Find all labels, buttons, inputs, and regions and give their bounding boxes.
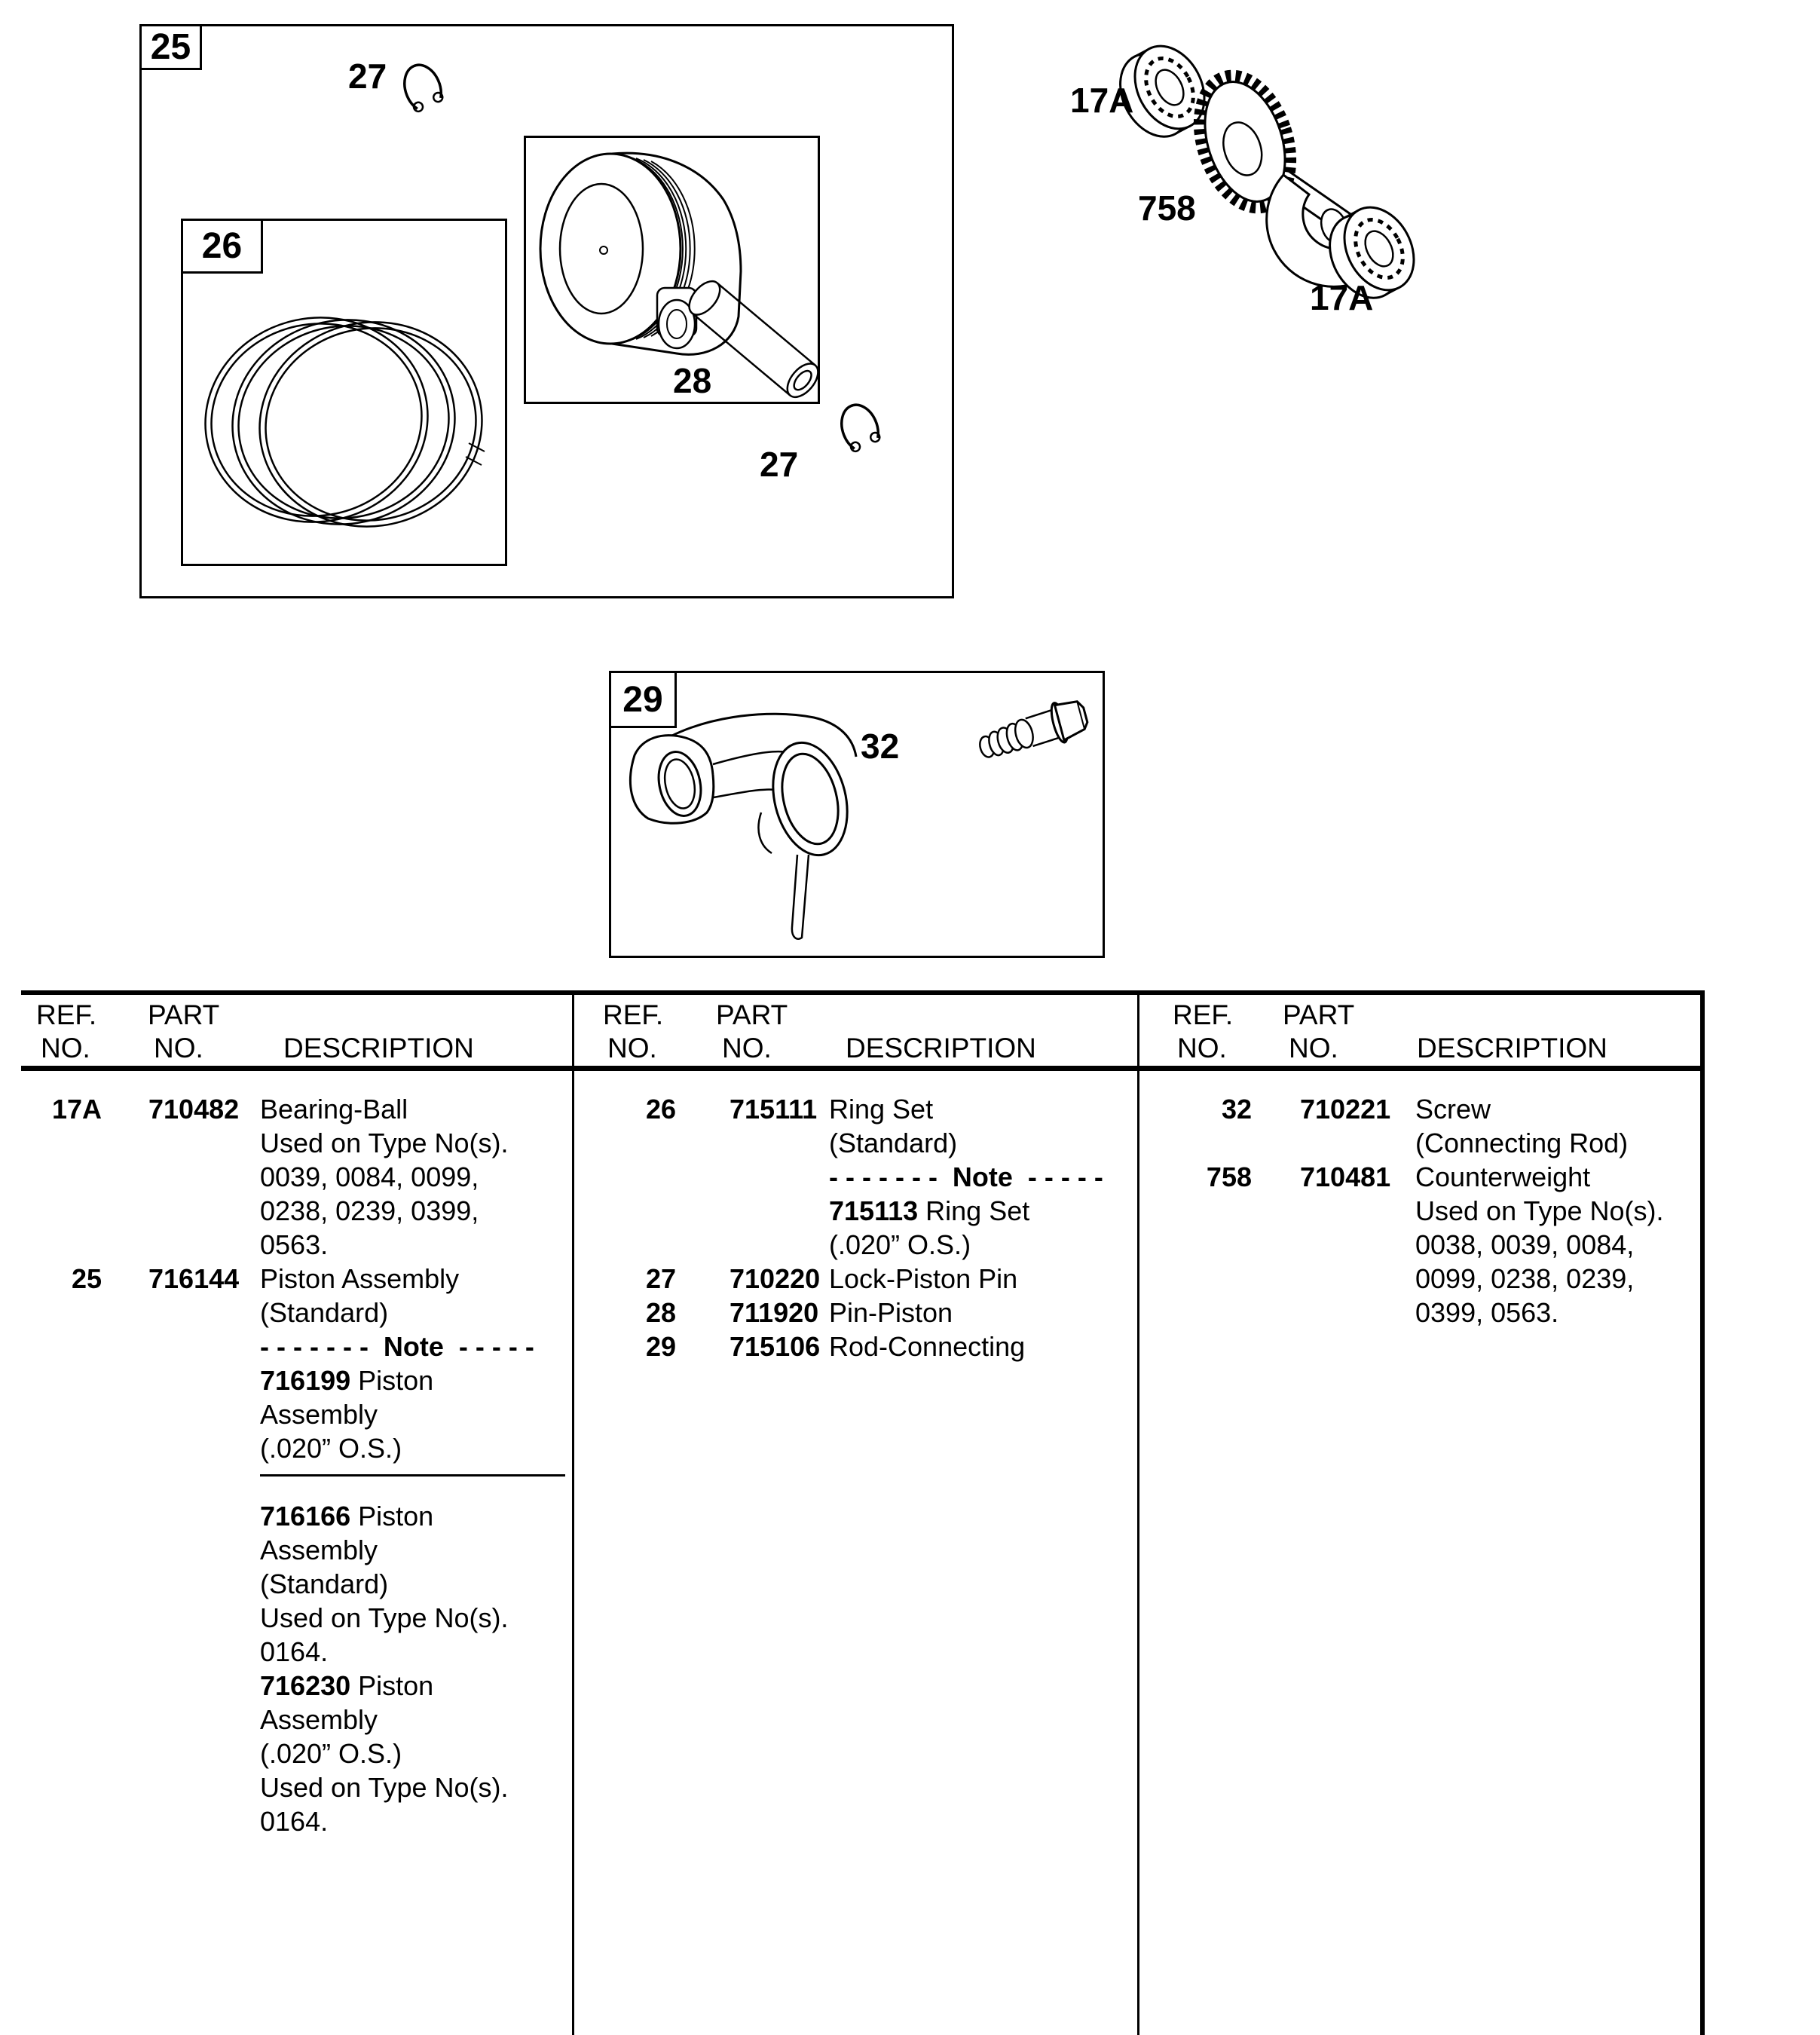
table-row	[1138, 1092, 1697, 1126]
part-no-cell: 711920	[730, 1297, 819, 1328]
table-row	[1138, 1262, 1697, 1296]
table-row	[1138, 1296, 1697, 1330]
table-row	[23, 1635, 570, 1669]
figure-label-29	[609, 671, 677, 728]
part-no-cell: 715106	[730, 1331, 821, 1362]
table-row	[573, 1330, 1135, 1363]
ref-no-cell: 26	[645, 1094, 676, 1125]
description-cell: - - - - - - - Note - - - - -	[829, 1161, 1103, 1192]
figure-label-26-text: 26	[201, 226, 243, 266]
ref-no-cell: 32	[1221, 1094, 1252, 1125]
table-row	[23, 1770, 570, 1804]
description-cell: Rod-Connecting	[829, 1331, 1026, 1362]
callout-17a-bottom: 17A	[1310, 278, 1374, 317]
col1-header-no: NO.	[41, 1033, 90, 1063]
part-no-cell: 710481	[1300, 1161, 1391, 1192]
table-row	[23, 1194, 570, 1228]
description-cell: Ring Set	[829, 1094, 934, 1125]
description-cell: 0563.	[260, 1229, 329, 1260]
table-row	[23, 1363, 570, 1397]
table-row	[23, 1465, 570, 1499]
col3-header-no: NO.	[1177, 1033, 1227, 1063]
table-top-rule	[21, 990, 1705, 995]
table-row	[573, 1092, 1135, 1126]
table-row	[573, 1126, 1135, 1160]
table-row	[573, 1228, 1135, 1262]
table-row	[23, 1330, 570, 1363]
col1-header-description: DESCRIPTION	[283, 1033, 474, 1063]
description-cell: Pin-Piston	[829, 1297, 953, 1328]
description-cell: Assembly	[260, 1535, 378, 1565]
table-row	[23, 1737, 570, 1770]
description-cell: Bearing-Ball	[260, 1094, 408, 1125]
part-no-cell: 716144	[148, 1263, 240, 1294]
ref-no-cell: 29	[645, 1331, 676, 1362]
table-row	[23, 1228, 570, 1262]
description-cell: 716230 Piston	[260, 1670, 434, 1701]
description-cell: 0039, 0084, 0099,	[260, 1161, 479, 1192]
description-cell: Used on Type No(s).	[260, 1772, 509, 1803]
description-cell: Used on Type No(s).	[260, 1128, 509, 1158]
description-cell: (.020” O.S.)	[260, 1738, 402, 1769]
col3-header-no2: NO.	[1289, 1033, 1338, 1063]
figure-label-29-text: 29	[622, 679, 663, 720]
description-cell: 715113 Ring Set	[829, 1195, 1030, 1226]
callout-32: 32	[861, 727, 900, 766]
description-cell: (.020” O.S.)	[260, 1433, 402, 1464]
description-cell: Used on Type No(s).	[1415, 1195, 1664, 1226]
description-cell: 0164.	[260, 1806, 329, 1837]
table-row	[23, 1092, 570, 1126]
figure-label-25-text: 25	[150, 27, 191, 67]
ref-no-cell: 758	[1206, 1161, 1252, 1192]
col1-header-no2: NO.	[154, 1033, 203, 1063]
description-cell: 0399, 0563.	[1415, 1297, 1559, 1328]
description-cell: Counterweight	[1415, 1161, 1591, 1192]
table-row	[23, 1160, 570, 1194]
description-cell: Used on Type No(s).	[260, 1602, 509, 1633]
description-cell: 716199 Piston	[260, 1365, 434, 1396]
description-cell: 0038, 0039, 0084,	[1415, 1229, 1635, 1260]
ref-no-cell: 27	[645, 1263, 676, 1294]
description-cell: Screw	[1415, 1094, 1491, 1125]
col3-header-description: DESCRIPTION	[1417, 1033, 1607, 1063]
description-cell: 0238, 0239, 0399,	[260, 1195, 479, 1226]
ref-no-cell: 28	[645, 1297, 676, 1328]
description-cell: Assembly	[260, 1399, 378, 1430]
table-row	[573, 1262, 1135, 1296]
col2-header-no2: NO.	[722, 1033, 772, 1063]
col1-header-ref: REF.	[36, 999, 97, 1030]
description-cell: Assembly	[260, 1704, 378, 1735]
callout-28: 28	[673, 361, 712, 400]
callout-27-top: 27	[348, 57, 387, 96]
table-row	[23, 1126, 570, 1160]
table-row	[573, 1296, 1135, 1330]
col2-header-ref: REF.	[603, 999, 664, 1030]
table-row	[1138, 1194, 1697, 1228]
part-no-cell: 710221	[1300, 1094, 1391, 1125]
table-row	[23, 1804, 570, 1838]
table-row	[1138, 1228, 1697, 1262]
table-row	[23, 1499, 570, 1533]
figure-box-piston	[524, 136, 820, 404]
description-cell: (Standard)	[829, 1128, 958, 1158]
col1-header-part: PART	[148, 999, 220, 1030]
table-header-rule	[21, 1066, 1705, 1071]
description-cell: - - - - - - - Note - - - - -	[260, 1331, 534, 1362]
figure-label-25	[139, 24, 202, 70]
table-row	[23, 1601, 570, 1635]
description-cell: Piston Assembly	[260, 1263, 460, 1294]
description-cell: Lock-Piston Pin	[829, 1263, 1018, 1294]
table-row	[573, 1194, 1135, 1228]
ref-no-cell: 25	[71, 1263, 102, 1294]
table-row	[23, 1703, 570, 1737]
part-no-cell: 715111	[730, 1094, 818, 1125]
table-row	[23, 1262, 570, 1296]
table-row	[23, 1669, 570, 1703]
description-cell: 716166 Piston	[260, 1501, 434, 1532]
description-cell: (.020” O.S.)	[829, 1229, 971, 1260]
description-cell: (Standard)	[260, 1568, 389, 1599]
callout-17a-top: 17A	[1070, 81, 1134, 120]
callout-758: 758	[1138, 188, 1196, 228]
ref-no-cell: 17A	[51, 1094, 102, 1125]
table-row	[23, 1296, 570, 1330]
figure-label-26	[181, 219, 263, 274]
description-cell: 0099, 0238, 0239,	[1415, 1263, 1635, 1294]
col3-header-ref: REF.	[1173, 999, 1234, 1030]
part-no-cell: 710482	[148, 1094, 240, 1125]
table-row	[23, 1431, 570, 1465]
description-cell: 0164.	[260, 1636, 329, 1667]
table-row	[23, 1567, 570, 1601]
col3-header-part: PART	[1283, 999, 1355, 1030]
callout-27-bottom: 27	[760, 445, 799, 484]
col2-header-part: PART	[716, 999, 788, 1030]
table-row	[23, 1533, 570, 1567]
table-row	[1138, 1160, 1697, 1194]
col2-header-description: DESCRIPTION	[846, 1033, 1036, 1063]
part-no-cell: 710220	[730, 1263, 821, 1294]
table-row	[1138, 1126, 1697, 1160]
table-right-border	[1700, 990, 1705, 2035]
description-rule	[260, 1474, 565, 1477]
col2-header-no: NO.	[607, 1033, 657, 1063]
description-cell: (Standard)	[260, 1297, 389, 1328]
table-row	[23, 1397, 570, 1431]
description-cell: (Connecting Rod)	[1415, 1128, 1629, 1158]
table-row	[573, 1160, 1135, 1194]
figure-box-29	[609, 671, 1105, 958]
